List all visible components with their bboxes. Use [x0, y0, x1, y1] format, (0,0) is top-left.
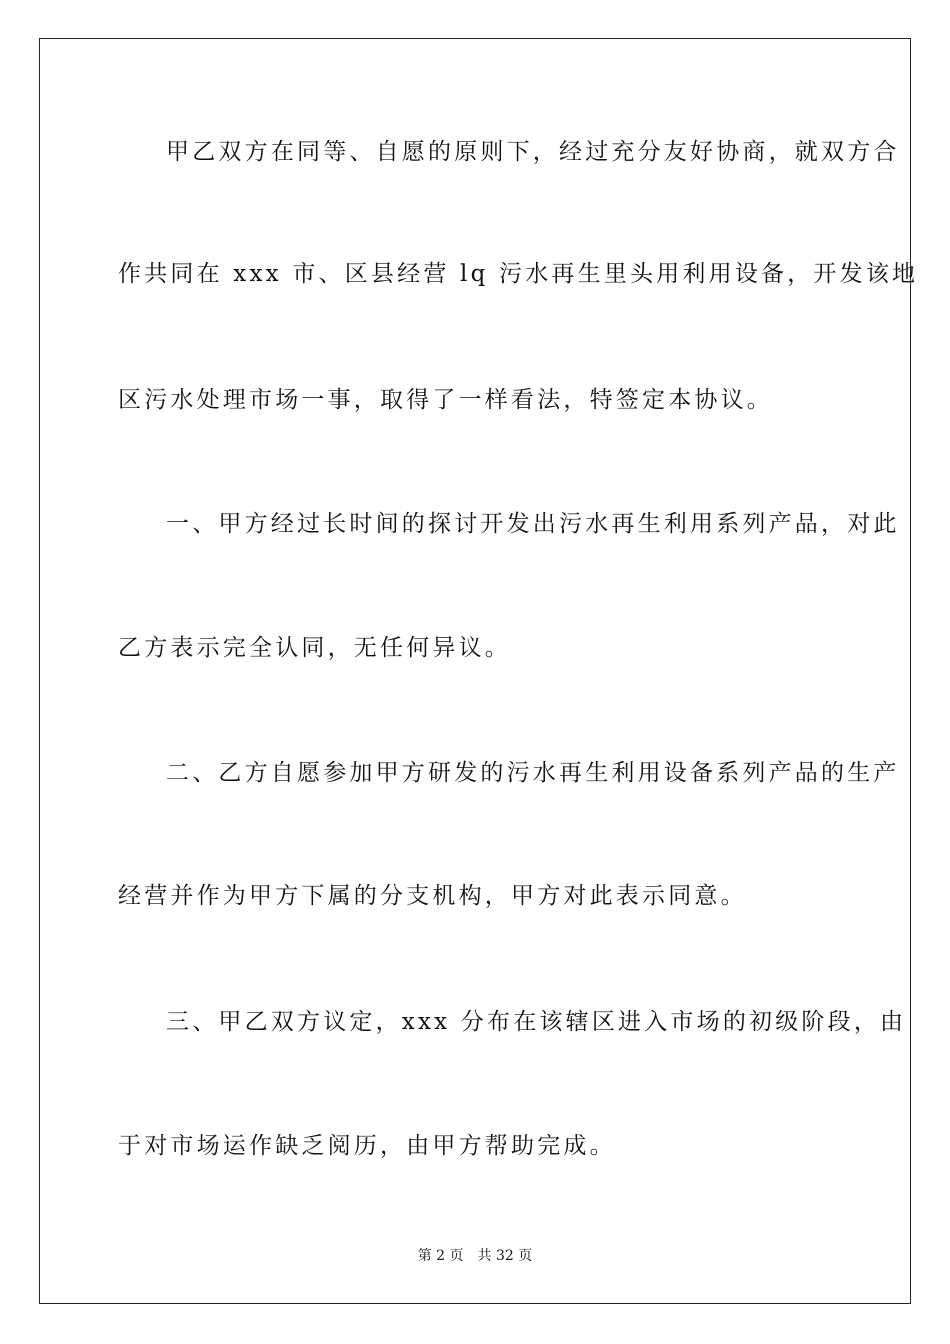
paragraph-line-1: 甲乙双方在同等、自愿的原则下，经过充分友好协商，就双方合	[166, 139, 900, 165]
paragraph-line-5: 乙方表示完全认同，无任何异议。	[118, 635, 511, 661]
paragraph-line-8: 三、甲乙双方议定，xxx 分布在该辖区进入市场的初级阶段，由	[166, 1009, 907, 1035]
page-border	[39, 38, 919, 1304]
paragraph-line-9: 于对市场运作缺乏阅历，由甲方帮助完成。	[118, 1133, 616, 1159]
paragraph-line-4: 一、甲方经过长时间的探讨开发出污水再生利用系列产品，对此	[166, 511, 900, 537]
page-number: 第 2 页	[417, 1248, 464, 1264]
page-footer	[0, 1247, 950, 1265]
paragraph-line-3: 区污水处理市场一事，取得了一样看法，特签定本协议。	[118, 387, 773, 413]
paragraph-line-7: 经营并作为甲方下属的分支机构，甲方对此表示同意。	[118, 883, 747, 909]
paragraph-line-2: 作共同在 xxx 市、区县经营 lq 污水再生里头用利用设备，开发该地	[118, 261, 919, 287]
page-total: 共 32 页	[477, 1248, 533, 1264]
paragraph-line-6: 二、乙方自愿参加甲方研发的污水再生利用设备系列产品的生产	[166, 760, 900, 786]
